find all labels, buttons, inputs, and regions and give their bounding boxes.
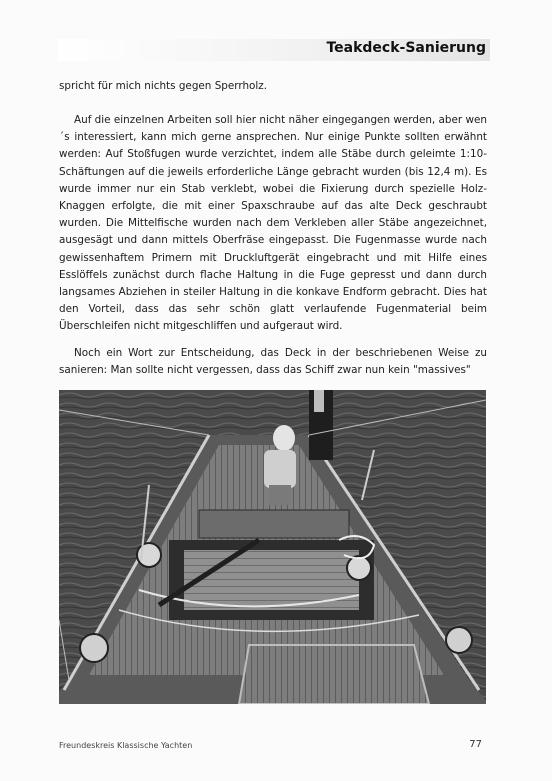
page-title: Teakdeck-Sanierung	[326, 40, 486, 56]
paragraph-decision: Noch ein Wort zur Entscheidung, das Deck in der beschriebenen Weise zu sanieren: Man sollte nicht vergessen, dass das Schiff zwar nun kein "massives"	[59, 347, 487, 377]
footer-publisher: Freundeskreis Klassische Yachten	[59, 741, 193, 750]
page-number: 77	[469, 739, 482, 750]
paragraph-work-details: Auf die einzelnen Arbeiten soll hier nicht näher eingegangen werden, aber wen´s interessiert, kann mich gerne ansprechen. Nur einige Punkte sollten erwähnt werden: Auf Stoßfugen wurde verzichtet, indem alle Stäbe durch geleimte 1:10-Schäftungen auf die jeweils erforderliche Länge gebracht wurden (bis 12,4 m). Es wurde immer nur ein Stab verklebt, wobei die Fixierung durch spezielle Holz-Knaggen erfolgte, die mit einer Spaxschraube auf das alte Deck geschraubt wurden. Die Mittelfische wurden nach dem Verkleben aller Stäbe angezeichnet, ausgesägt und dann mittels Oberfräse eingepasst. Die Fugenmasse wurde nach gewissenhaftem Primern mit Druckluftgerät eingebracht und mit Hilfe eines Esslöffels zunächst durch flache Haltung in die Fuge gepresst und dann durch langsames Abziehen in steiler Haltung in die konkave Endform gebracht. Dies hat den Vorteil, dass das sehr schön glatt verlaufende Fugenmaterial beim Überschleifen nicht mitgeschliffen und aufgeraut wird.	[59, 114, 487, 333]
yacht-deck-photo	[59, 390, 486, 704]
person	[273, 425, 295, 451]
paragraph-continuation: spricht für mich nichts gegen Sperrholz.	[59, 80, 268, 92]
hatch-cover	[239, 645, 429, 704]
